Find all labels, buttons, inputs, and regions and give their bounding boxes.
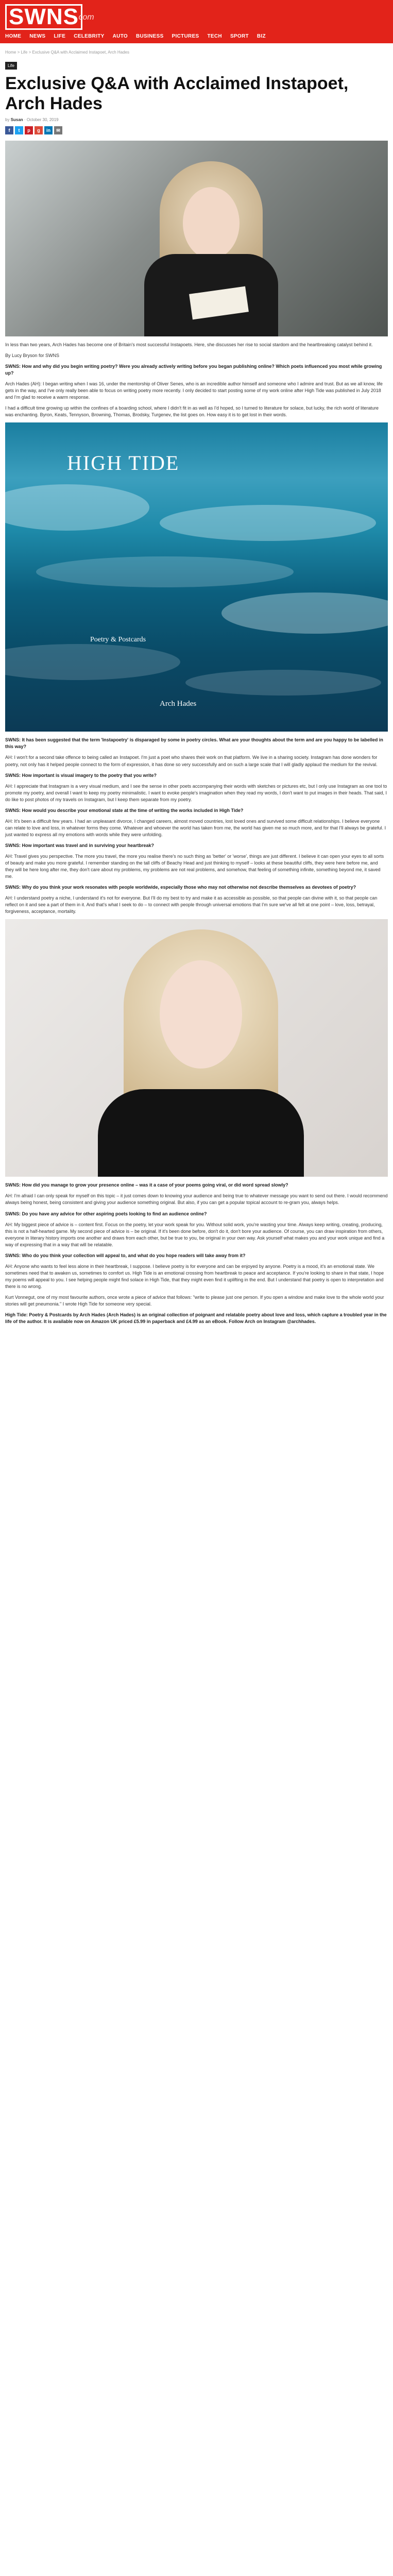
cover-author: Arch Hades xyxy=(160,700,197,708)
nav-item-business[interactable]: BUSINESS xyxy=(136,33,164,39)
breadcrumb[interactable]: Home > Life > Exclusive Q&A with Acclaimed Instapoet, Arch Hades xyxy=(5,50,130,55)
google-share-icon[interactable]: g xyxy=(35,126,43,134)
answer-3: AH: I appreciate that Instagram is a very visual medium, and I see the sense in other poets accompanying their words with sketches or pictures etc, but I only use Instagram as one tool to promote my poetry, and overall I want to keep my poetry minimalistic. I want to evoke people's imagination when they read my words, I don't want to put images in their heads. That said, I do like to post photos of my travels on Instagram, but I keep them separate from my poetry. xyxy=(5,783,387,802)
article xyxy=(0,43,393,1335)
cover-title: HIGH TIDE xyxy=(67,451,180,475)
site-header xyxy=(0,0,393,43)
article-headline: Exclusive Q&A with Acclaimed Instapoet, Arch Hades xyxy=(5,74,349,114)
answer-1b: I had a difficult time growing up within the confines of a boarding school, where I didn't fit in as well as I'd hoped, so I turned to literature for solace, but lucky, the rich world of literature was enchanting. Byron, Keats, Tennyson, Browning, Thomas, Brodsky, Turgenev, the list goes on. How easy it is to get lost in their words. xyxy=(5,405,379,418)
nav-item-home[interactable]: HOME xyxy=(5,33,22,39)
question-1: SWNS: How and why did you begin writing poetry? Were you already actively writing before you began publishing online? Which poets influenced you most while growing up? xyxy=(5,364,382,376)
answer-7: AH: I'm afraid I can only speak for myself on this topic – it just comes down to knowing your audience and being true to whatever message you want to send out there. I would recommend always being honest, being consistent and giving your audience something original. But also, if you can get a popular topical account to re-gram you, always helps. xyxy=(5,1193,388,1206)
portrait-photo-arch-hades xyxy=(5,919,388,1177)
site-logo-suffix: .com xyxy=(76,13,94,22)
answer-9a: AH: Anyone who wants to feel less alone in their heartbreak, I suppose. I believe poetry is for everyone and can be enjoyed by anyone. Poetry is a mood, it's an emotional state. We sometimes need that to awaken us, sometimes to comfort us. High Tide is an emotional crossing from heartbreak to peace and acceptance. If you're looking to share in that state, I hope my poems will appeal to you. I see helping people might find solace in High Tide, that they might even find it uplifting in the end. But I understand that poetry is open to interpretation and there is no wrong. xyxy=(5,1263,384,1289)
email-share-icon[interactable]: ✉ xyxy=(54,126,62,134)
nav-item-pictures[interactable]: PICTURES xyxy=(172,33,199,39)
main-nav xyxy=(5,33,388,41)
intro-paragraph: In less than two years, Arch Hades has become one of Britain's most successful Instapoets. Here, she discusses her rise to social stardom and the heartbreaking catalyst behind it. xyxy=(5,342,373,347)
share-bar xyxy=(5,126,388,134)
book-cover-high-tide xyxy=(5,422,388,732)
byline-by: by xyxy=(5,117,10,123)
byline: by Susan · October 30, 2019 xyxy=(5,117,59,123)
category-tag[interactable]: Life xyxy=(5,62,17,70)
byline-author[interactable]: Susan xyxy=(10,117,23,123)
site-logo[interactable]: SWNS xyxy=(5,4,82,30)
answer-8: AH: My biggest piece of advice is – content first. Focus on the poetry, let your work speak for you. Without solid work, you're wasting your time. Always keep writing, creating, producing, this is not a half-hearted game. My second piece of advice is – be original. If it's been done before, don't do it, don't bore your audience. Of course, you can draw inspiration from others, everyone in literary history imports one another and draws from each other, but be true to you, be original in your own way. Ask yourself what makes you and your work unique and find a way of expressing that in a way that will be relatable. xyxy=(5,1222,385,1247)
answer-9b: Kurt Vonnegut, one of my most favourite authors, once wrote a piece of advice that follows: "write to please just one person. If you open a window and make love to the whole world your stories will get pneumonia." I wrote High Tide for someone very special. xyxy=(5,1294,384,1307)
intro-credit: By Lucy Bryson for SWNS xyxy=(5,353,60,359)
question-4: SWNS: How would you describe your emotional state at the time of writing the works included in High Tide? xyxy=(5,807,244,813)
question-3: SWNS: How important is visual imagery to the poetry that you write? xyxy=(5,772,157,778)
nav-item-sport[interactable]: SPORT xyxy=(230,33,249,39)
answer-5: AH: Travel gives you perspective. The more you travel, the more you realise there's no such thing as 'better' or 'worse', things are just different. I believe it can open your eyes to all sorts of beauty and make you more grateful. I remember standing on the tall cliffs of Beachy Head and just thinking to myself – looks at these beautiful cliffs, they were here before me, and they will be here long after me, they don't care about my problems, my problems are not real problems, and somehow, that feeling of something infinite, something beyond me, it saved me. xyxy=(5,854,384,879)
cover-subtitle: Poetry & Postcards xyxy=(90,636,146,644)
nav-item-biz[interactable]: BIZ xyxy=(257,33,266,39)
linkedin-share-icon[interactable]: in xyxy=(44,126,53,134)
question-6: SWNS: Why do you think your work resonates with people worldwide, especially those who may not otherwise not describe themselves as devotees of poetry? xyxy=(5,885,356,890)
answer-1a: Arch Hades (AH): I began writing when I was 16, under the mentorship of Oliver Senes, who is an incredible author himself and someone who I admire and trust. But as we all know, life gets in the way, and I've only really been able to focus on writing poetry more recently. I only decided to start posting some of my work online after High Tide was published in July 2018 and I'm glad to receive a warm response. xyxy=(5,381,383,400)
pinterest-share-icon[interactable]: p xyxy=(25,126,33,134)
nav-item-celebrity[interactable]: CELEBRITY xyxy=(74,33,105,39)
answer-2: AH: I won't for a second take offence to being called an Instapoet. I'm just a poet who shares their work on that platform. We live in a sharing society. Instagram has done wonders for poetry, not only has it helped people connect to the form of expression, it has done so very successfully and on such a large scale that I will gladly applaud the medium for the revival. xyxy=(5,755,378,767)
nav-item-news[interactable]: NEWS xyxy=(29,33,46,39)
answer-4: AH: It's been a difficult few years. I had an unpleasant divorce, I changed careers, almost moved countries, lost loved ones and survived some difficult relationships. I believe everyone can relate to love and loss, in whatever forms they come. Whatever and whoever the world has taken from me, the world has given me so much more, and for that I'll always be grateful. I just wanted to express all my emotions with words while they were unfolding. xyxy=(5,818,386,837)
byline-date: October 30, 2019 xyxy=(26,117,59,123)
question-8: SWNS: Do you have any advice for other aspiring poets looking to find an audience online? xyxy=(5,1211,207,1216)
hero-photo-arch-hades xyxy=(5,141,388,336)
question-7: SWNS: How did you manage to grow your presence online – was it a case of your poems going viral, or did word spread slowly? xyxy=(5,1182,288,1188)
nav-item-auto[interactable]: AUTO xyxy=(112,33,128,39)
question-5: SWNS: How important was travel and in surviving your heartbreak? xyxy=(5,842,155,848)
question-9: SWNS: Who do you think your collection will appeal to, and what do you hope readers will take away from it? xyxy=(5,1252,246,1258)
facebook-share-icon[interactable]: f xyxy=(5,126,13,134)
twitter-share-icon[interactable]: t xyxy=(15,126,23,134)
closing-paragraph: High Tide: Poetry & Postcards by Arch Hades (Arch Hades) is an original collection of poignant and relatable poetry about love and loss, which capture a troubled year in the life of the author. It is available now on Amazon UK priced £5.99 in paperback and £4.99 as an eBook. Follow Arch on Instagram @archhades. xyxy=(5,1312,387,1325)
nav-item-tech[interactable]: TECH xyxy=(207,33,222,39)
question-2: SWNS: It has been suggested that the term 'Instapoetry' is disparaged by some in poetry circles. What are your thoughts about the term and are you happy to be labelled in this way? xyxy=(5,737,383,750)
nav-item-life[interactable]: LIFE xyxy=(54,33,66,39)
answer-6: AH: I understand poetry a niche, I understand it's not for everyone. But I'll do my best to try and make it as accessible as possible, so that people can divine with it, so that people can reflect on it and see a part of them in it. And that's what I seek to do – to connect with people through universal emotions that I'm sure we've all felt at one point – love, loss, betrayal, forgiveness, acceptance, mortality. xyxy=(5,895,378,914)
